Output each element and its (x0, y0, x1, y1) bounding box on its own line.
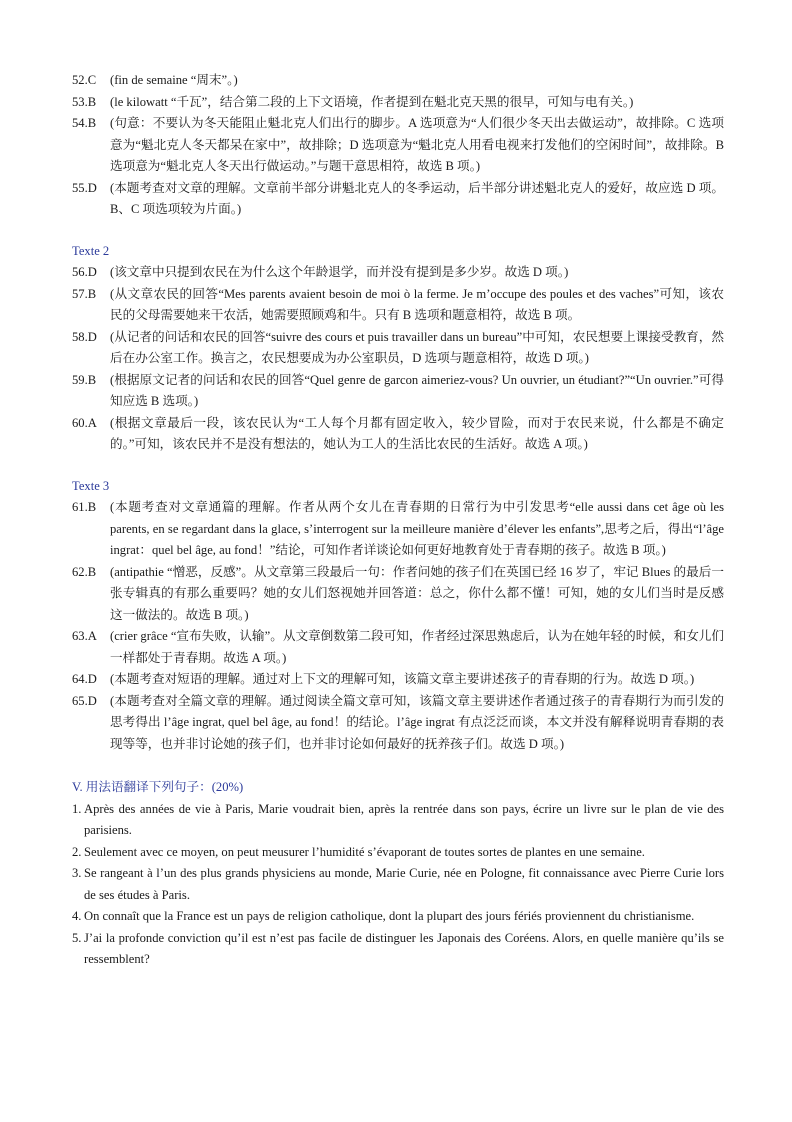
answer-entry (72, 92, 724, 114)
item-text: Se rangeant à l’un des plus grands physiciens au monde, Marie Curie, née en Pologne, fit connaissance avec Pierre Curie lors de ses études à Paris. (84, 866, 724, 902)
answer-number: 55.D (72, 180, 97, 195)
item-text: On connaît que la France est un pays de religion catholique, dont la plupart des jours fériés proviennent du christianisme. (84, 909, 695, 923)
answer-entry (72, 178, 724, 221)
section-heading-texte3: Texte 3 (72, 478, 110, 493)
translation-item (72, 928, 724, 971)
answer-explanation: (antipathie “憎恶，反感”。从文章第三段最后一句：作者问她的孩子们在英国已经 16 岁了，牢记 Blues 的最后一张专辑真的有那么重要吗？她的女儿们怒视她并回答道：总之，你什么都不懂！可知，她的女儿们当时是反感这一做法的。故选 B 项。) (110, 564, 724, 622)
answer-number: 60.A (72, 415, 97, 430)
item-number: 4. (72, 909, 82, 923)
item-text: Après des années de vie à Paris, Marie voudrait bien, après la rentrée dans son pays, écrire un livre sur le plan de vie des parisiens. (84, 801, 724, 837)
answer-explanation: (fin de semaine “周末”。) (110, 73, 238, 87)
answer-number: 59.B (72, 372, 97, 387)
answer-explanation: (本题考查对短语的理解。通过对上下文的理解可知，该篇文章主要讲述孩子的青春期的行为。故选 D 项。) (110, 672, 695, 686)
answer-explanation: (crier grâce “宣布失败，认输”。从文章倒数第二段可知，作者经过深思熟虑后，认为在她年轻的时候，和女儿们一样都处于青春期。故选 A 项。) (110, 629, 724, 665)
translation-item (72, 906, 724, 928)
answer-number: 56.D (72, 265, 97, 279)
answer-number: 53.B (72, 94, 97, 109)
answer-entry (72, 284, 724, 327)
translation-item (72, 863, 724, 906)
answer-entry (72, 626, 724, 669)
item-number: 1. (72, 801, 82, 816)
answer-number: 61.B (72, 500, 97, 514)
answer-number: 65.D (72, 693, 97, 708)
answer-number: 52.C (72, 73, 97, 87)
answer-number: 58.D (72, 329, 97, 344)
answer-entry (72, 562, 724, 627)
answer-entry (72, 113, 724, 178)
answer-number: 54.B (72, 116, 97, 130)
answer-explanation: (从文章农民的回答“Mes parents avaient besoin de moi ò la ferme. Je m’occupe des poules et des vaches”可知，该农民的父母需要她来干农活，她需要照顾鸡和牛。只有 B 选项和题意相符，故选 B 项。 (110, 286, 724, 322)
answer-explanation: (le kilowatt “千瓦”，结合第二段的上下文语境，作者提到在魁北克天黑的很早，可知与电有关。) (110, 94, 634, 109)
item-text: Seulement avec ce moyen, on peut meusurer l’humidité s’évaporant de toutes sortes de plantes en une semaine. (84, 844, 645, 859)
item-text: J’ai la profonde conviction qu’il est n’est pas facile de distinguer les Japonais des Coréens. Alors, en quelle manière qu’ils se ressemblent? (84, 930, 724, 966)
answer-document (72, 70, 724, 971)
section-heading-texte2: Texte 2 (72, 243, 110, 258)
answer-explanation: (从记者的问话和农民的回答“suivre des cours et puis travailler dans un bureau”中可知，农民想要上课接受教育，然后在办公室工作。换言之，农民想要成为办公室职员，D 选项与题意相符，故选 D 项。) (110, 329, 724, 365)
translation-item (72, 799, 724, 842)
answer-explanation: (根据原文记者的问话和农民的回答“Quel genre de garcon aimeriez-vous? Un ouvrier, un étudiant?”“Un ouvrier.”可得知应选 B 选项。) (110, 372, 724, 408)
item-number: 5. (72, 930, 82, 945)
section-title-translation: V. 用法语翻译下列句子：(20%) (72, 780, 244, 794)
answer-explanation: (本题考查对文章通篇的理解。作者从两个女儿在青春期的日常行为中引发思考“elle aussi dans cet âge où les parents, en se regardant dans la glace, s’interrogent sur la meilleure manière d’élever les enfants”,思考之后，得出“l’âge ingrat：quel bel âge, au fond！”结论，可知作者详谈论如何更好地教育处于青春期的孩子。故选 B 项。) (110, 500, 724, 557)
answer-explanation: (根据文章最后一段，该农民认为“工人每个月都有固定收入，较少冒险，而对于农民来说，什么都是不确定的。”可知，该农民并不是没有想法的，她认为工人的生活比农民的生活好。故选 A 项。) (110, 415, 724, 451)
answer-entry (72, 691, 724, 756)
answer-entry (72, 669, 724, 691)
answer-entry (72, 70, 724, 92)
answer-explanation: (句意：不要认为冬天能阻止魁北克人们出行的脚步。A 选项意为“人们很少冬天出去做运动”，故排除。C 选项意为“魁北克人冬天都呆在家中”，故排除；D 选项意为“魁北克人用看电视来打发他们的空闲时间”，故排除。B 选项意为“魁北克人冬天出行做运动。”与题干意思相符，故选 B 项。) (110, 116, 724, 173)
answer-number: 63.A (72, 629, 97, 643)
section-texte1-answers (72, 70, 724, 221)
translation-item (72, 842, 724, 864)
answer-explanation: (本题考查对文章的理解。文章前半部分讲魁北克人的冬季运动，后半部分讲述魁北克人的爱好，故应选 D 项。B、C 项选项较为片面。) (110, 180, 724, 216)
answer-entry (72, 262, 724, 284)
answer-number: 57.B (72, 286, 97, 301)
answer-entry (72, 370, 724, 413)
item-number: 3. (72, 866, 82, 880)
answer-entry (72, 413, 724, 456)
answer-entry (72, 497, 724, 562)
answer-number: 64.D (72, 672, 97, 686)
answer-number: 62.B (72, 564, 97, 579)
answer-explanation: (该文章中只提到农民在为什么这个年龄退学，而并没有提到是多少岁。故选 D 项。) (110, 265, 569, 279)
section-texte2-answers (72, 262, 724, 456)
section-texte3-answers (72, 497, 724, 755)
answer-explanation: (本题考查对全篇文章的理解。通过阅读全篇文章可知，该篇文章主要讲述作者通过孩子的青春期行为而引发的思考得出 l’âge ingrat, quel bel âge, au fond！的结论。l’âge ingrat 有点泛泛而谈，本文并没有解释说明青春期的表现等等，也并非讨论她的孩子们，也并非讨论如何最好的抚养孩子们。故选 D 项。) (110, 693, 724, 751)
translation-list (72, 799, 724, 971)
answer-entry (72, 327, 724, 370)
item-number: 2. (72, 844, 82, 859)
